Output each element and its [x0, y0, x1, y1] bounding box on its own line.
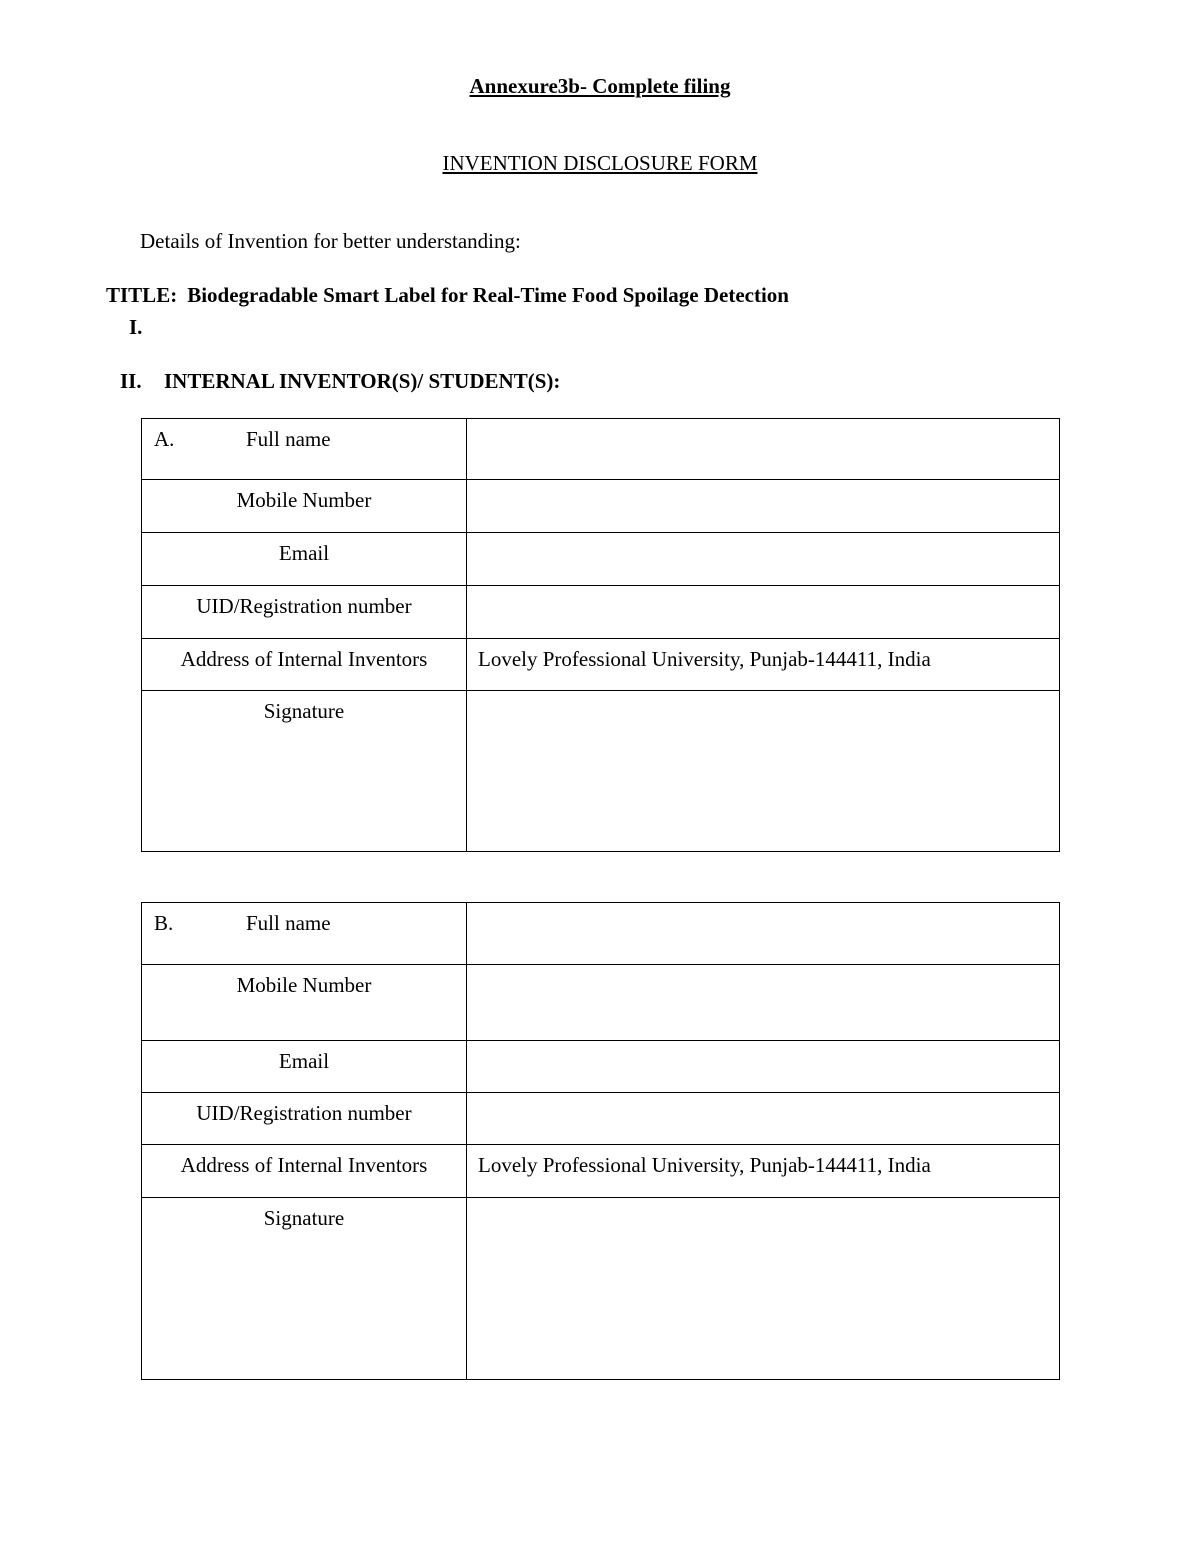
table-row [142, 903, 1060, 965]
inventor-letter: A. [154, 427, 175, 451]
address-label: Address of Internal Inventors [142, 639, 467, 691]
email-label: Email [142, 533, 467, 586]
invention-title [106, 283, 789, 307]
uid-field[interactable] [467, 586, 1060, 639]
email-label: Email [142, 1041, 467, 1093]
table-row [142, 586, 1060, 639]
annexure-title: Annexure3b- Complete filing [469, 74, 731, 98]
inventor-letter: B. [154, 911, 174, 935]
full-name-label: Full name [246, 911, 331, 935]
address-value: Lovely Professional University, Punjab-144411, India [467, 639, 1060, 691]
inventor-a-table [141, 418, 1060, 852]
signature-label: Signature [142, 691, 467, 852]
table-row [142, 1198, 1060, 1380]
table-row [142, 1145, 1060, 1198]
mobile-number-field[interactable] [467, 480, 1060, 533]
table-row [142, 1093, 1060, 1145]
table-row [142, 533, 1060, 586]
inventors-heading: INTERNAL INVENTOR(S)/ STUDENT(S): [164, 369, 561, 393]
email-field[interactable] [467, 1041, 1060, 1093]
full-name-field[interactable] [467, 419, 1060, 480]
mobile-number-label: Mobile Number [142, 480, 467, 533]
form-title: INVENTION DISCLOSURE FORM [442, 151, 758, 175]
full-name-label-cell [142, 903, 467, 965]
full-name-label: Full name [246, 427, 331, 451]
inventor-b-table [141, 902, 1060, 1380]
table-row [142, 639, 1060, 691]
table-row [142, 691, 1060, 852]
table-row [142, 419, 1060, 480]
table-row [142, 480, 1060, 533]
uid-label: UID/Registration number [142, 1093, 467, 1145]
section-two-numeral: II. [120, 369, 142, 393]
section-one-numeral: I. [129, 315, 143, 339]
full-name-label-cell [142, 419, 467, 480]
signature-label: Signature [142, 1198, 467, 1380]
uid-label: UID/Registration number [142, 586, 467, 639]
email-field[interactable] [467, 533, 1060, 586]
table-row [142, 965, 1060, 1041]
table-row [142, 1041, 1060, 1093]
title-value: Biodegradable Smart Label for Real-Time Food Spoilage Detection [187, 283, 789, 307]
full-name-field[interactable] [467, 903, 1060, 965]
signature-field[interactable] [467, 1198, 1060, 1380]
address-value: Lovely Professional University, Punjab-144411, India [467, 1145, 1060, 1198]
uid-field[interactable] [467, 1093, 1060, 1145]
title-label: TITLE: [106, 283, 178, 307]
mobile-number-field[interactable] [467, 965, 1060, 1041]
signature-field[interactable] [467, 691, 1060, 852]
intro-text: Details of Invention for better understanding: [140, 229, 521, 253]
address-label: Address of Internal Inventors [142, 1145, 467, 1198]
mobile-number-label: Mobile Number [142, 965, 467, 1041]
